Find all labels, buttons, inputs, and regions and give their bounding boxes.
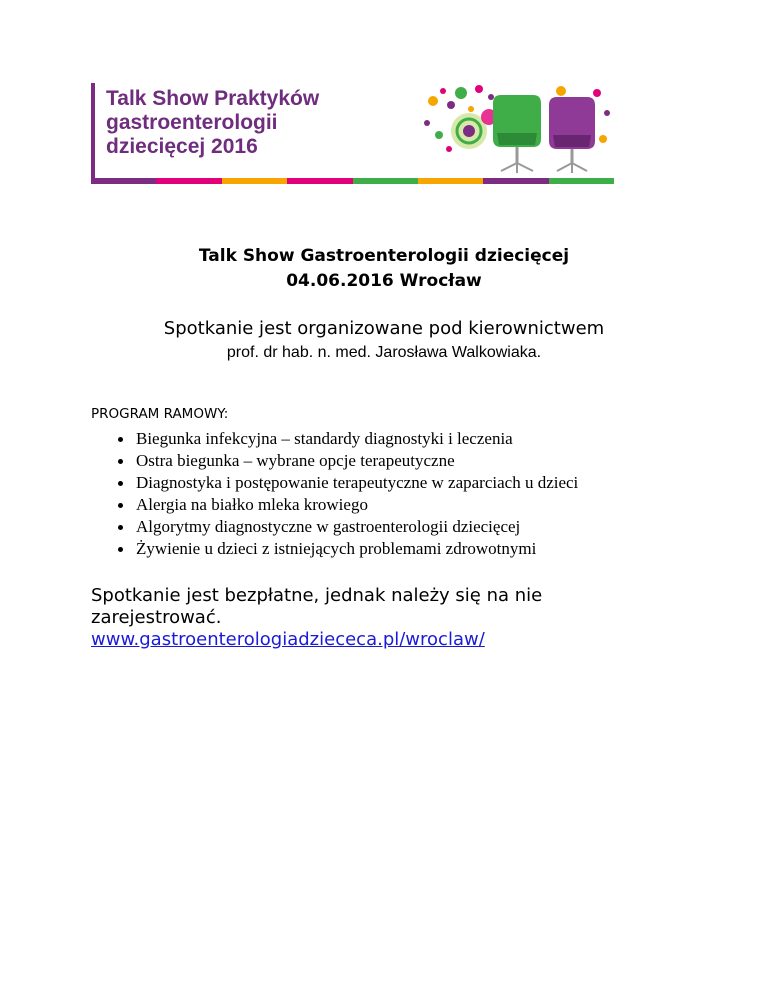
banner-color-stripe — [91, 178, 614, 184]
program-list — [91, 428, 578, 560]
banner-stripe-segment — [222, 178, 287, 184]
banner-title-line3: dziecięcej 2016 — [106, 135, 258, 158]
registration-link[interactable]: www.gastroenterologiadziececa.pl/wroclaw/ — [91, 629, 485, 650]
banner-title — [106, 87, 319, 159]
banner-stripe-segment — [549, 178, 614, 184]
decor-dot — [468, 106, 474, 112]
organizer-name: prof. dr hab. n. med. Jarosława Walkowiaka. — [226, 344, 542, 361]
decor-dot — [604, 110, 610, 116]
decor-dot — [424, 120, 430, 126]
banner-stripe-segment — [418, 178, 483, 184]
program-item: Ostra biegunka – wybrane opcje terapeutyczne — [91, 450, 578, 472]
banner-left-bar — [91, 83, 95, 184]
banner-stripe-segment — [156, 178, 221, 184]
event-banner — [91, 83, 614, 184]
banner-artwork — [421, 83, 614, 178]
banner-stripe-segment — [353, 178, 418, 184]
event-title — [0, 244, 768, 294]
event-date-location: 04.06.2016 Wrocław — [286, 271, 482, 291]
program-item: Diagnostyka i postępowanie terapeutyczne w zaparciach u dzieci — [91, 472, 578, 494]
decor-dot — [556, 86, 566, 96]
purple-chair-icon — [549, 97, 595, 173]
program-label: PROGRAM RAMOWY: — [91, 406, 229, 422]
decor-dot — [593, 89, 601, 97]
decor-dot — [488, 94, 494, 100]
decor-dot — [447, 101, 455, 109]
decor-dot — [440, 88, 446, 94]
program-item: Żywienie u dzieci z istniejących problemami zdrowotnymi — [91, 538, 578, 560]
decor-dot — [475, 85, 483, 93]
green-chair-icon — [493, 95, 541, 173]
decor-dot — [446, 146, 452, 152]
organizer-intro: Spotkanie jest organizowane pod kierownictwem — [163, 318, 605, 339]
banner-stripe-segment — [287, 178, 352, 184]
decor-dot — [435, 131, 443, 139]
event-title-line1: Talk Show Gastroenterologii dziecięcej — [198, 246, 570, 266]
banner-stripe-segment — [483, 178, 548, 184]
decor-dot — [599, 135, 607, 143]
decor-dot — [455, 87, 467, 99]
banner-title-line2: gastroenterologii — [106, 111, 278, 134]
program-item: Biegunka infekcyjna – standardy diagnostyki i leczenia — [91, 428, 578, 450]
swirl-icon — [451, 109, 497, 149]
program-item: Alergia na białko mleka krowiego — [91, 494, 578, 516]
banner-stripe-segment — [91, 178, 156, 184]
decor-dot — [428, 96, 438, 106]
program-item: Algorytmy diagnostyczne w gastroenterologii dziecięcej — [91, 516, 578, 538]
registration-note: Spotkanie jest bezpłatne, jednak należy się na nie zarejestrować. — [91, 585, 543, 628]
banner-title-line1: Talk Show Praktyków — [106, 87, 320, 110]
